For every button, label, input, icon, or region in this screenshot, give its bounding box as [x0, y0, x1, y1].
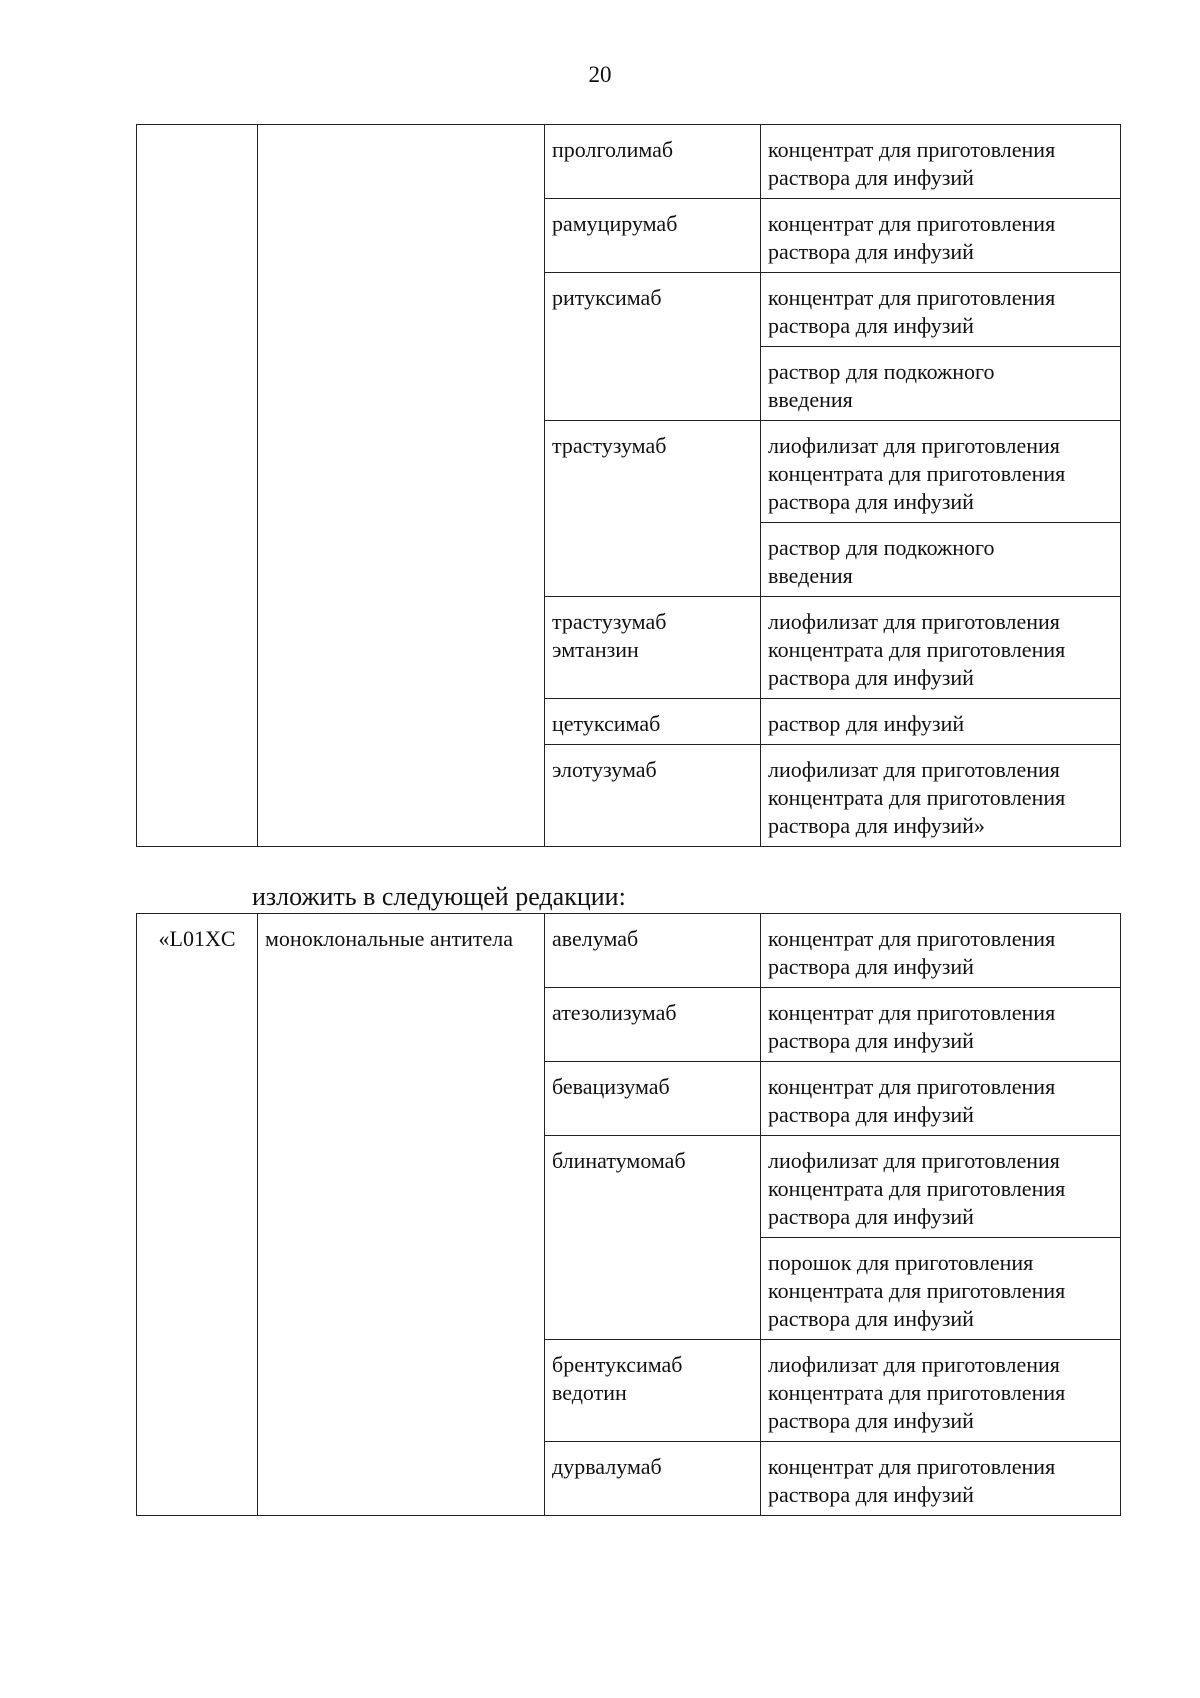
- drug-name-line: бевацизумаб: [552, 1074, 670, 1099]
- drug-name-cell: [545, 199, 761, 273]
- drug-name-cell: [545, 125, 761, 199]
- dosage-form-cell: [761, 1062, 1121, 1136]
- drug-name-cell: [545, 1442, 761, 1516]
- drug-name-cell: [545, 1136, 761, 1340]
- dosage-form-line: концентрат для приготовления: [768, 137, 1056, 162]
- dosage-form-cell: [761, 347, 1121, 421]
- dosage-form-cell: [761, 914, 1121, 988]
- amendment-intro-text: изложить в следующей редакции:: [252, 882, 626, 911]
- drug-name-line: дурвалумаб: [552, 1454, 662, 1479]
- drug-name-cell: [545, 273, 761, 421]
- atc-code-cell: «L01XC: [137, 914, 258, 1516]
- dosage-form-line: раствор для инфузий: [768, 711, 965, 736]
- drug-name-line: атезолизумаб: [552, 1000, 677, 1025]
- dosage-form-line: раствор для подкожного: [768, 535, 995, 560]
- dosage-form-cell: [761, 1136, 1121, 1238]
- drug-name-cell: [545, 1340, 761, 1442]
- dosage-form-line: концентрат для приготовления: [768, 285, 1056, 310]
- dosage-form-line: раствора для инфузий: [768, 665, 974, 690]
- drug-name-cell: [545, 988, 761, 1062]
- drug-name-line: элотузумаб: [552, 757, 657, 782]
- dosage-form-line: раствора для инфузий»: [768, 813, 985, 838]
- group-name-cell: моноклональные антитела: [258, 914, 545, 1516]
- atc-code-cell: [137, 125, 258, 847]
- dosage-form-cell: [761, 199, 1121, 273]
- drug-name-line: авелумаб: [552, 926, 639, 951]
- dosage-form-line: порошок для приготовления: [768, 1250, 1034, 1275]
- dosage-form-line: раствор для подкожного: [768, 359, 995, 384]
- drug-name-line: ритуксимаб: [552, 285, 662, 310]
- dosage-form-cell: [761, 1340, 1121, 1442]
- page-number: 20: [588, 62, 612, 87]
- dosage-form-line: раствора для инфузий: [768, 1408, 974, 1433]
- drug-table-new: [136, 913, 1121, 1516]
- drug-name-line: трастузумаб: [552, 609, 667, 634]
- drug-name-line: цетуксимаб: [552, 711, 661, 736]
- table-row: [137, 914, 1121, 988]
- drug-name-cell: [545, 699, 761, 745]
- dosage-form-line: концентрата для приготовления: [768, 785, 1066, 810]
- dosage-form-line: раствора для инфузий: [768, 165, 974, 190]
- dosage-form-cell: [761, 597, 1121, 699]
- drug-name-line: рамуцирумаб: [552, 211, 678, 236]
- dosage-form-cell: [761, 125, 1121, 199]
- dosage-form-line: раствора для инфузий: [768, 1482, 974, 1507]
- dosage-form-line: концентрата для приготовления: [768, 637, 1066, 662]
- dosage-form-line: раствора для инфузий: [768, 313, 974, 338]
- dosage-form-line: раствора для инфузий: [768, 1306, 974, 1331]
- dosage-form-line: концентрат для приготовления: [768, 926, 1056, 951]
- dosage-form-cell: [761, 273, 1121, 347]
- drug-name-cell: [545, 745, 761, 847]
- dosage-form-cell: [761, 1442, 1121, 1516]
- dosage-form-line: концентрата для приготовления: [768, 461, 1066, 486]
- drug-name-line: эмтанзин: [552, 637, 639, 662]
- dosage-form-line: введения: [768, 563, 853, 588]
- dosage-form-line: введения: [768, 387, 853, 412]
- table-row: [137, 125, 1121, 199]
- dosage-form-cell: [761, 988, 1121, 1062]
- dosage-form-line: концентрат для приготовления: [768, 1454, 1056, 1479]
- dosage-form-cell: [761, 699, 1121, 745]
- dosage-form-line: раствора для инфузий: [768, 1204, 974, 1229]
- dosage-form-line: концентрат для приготовления: [768, 1074, 1056, 1099]
- dosage-form-cell: [761, 523, 1121, 597]
- dosage-form-line: раствора для инфузий: [768, 239, 974, 264]
- dosage-form-line: раствора для инфузий: [768, 1102, 974, 1127]
- drug-name-line: трастузумаб: [552, 433, 667, 458]
- dosage-form-cell: [761, 745, 1121, 847]
- drug-name-line: ведотин: [552, 1380, 627, 1405]
- drug-name-cell: [545, 421, 761, 597]
- dosage-form-line: раствора для инфузий: [768, 954, 974, 979]
- dosage-form-line: лиофилизат для приготовления: [768, 1352, 1060, 1377]
- drug-name-line: блинатумомаб: [552, 1148, 686, 1173]
- dosage-form-line: концентрата для приготовления: [768, 1278, 1066, 1303]
- dosage-form-line: раствора для инфузий: [768, 1028, 974, 1053]
- dosage-form-line: концентрата для приготовления: [768, 1380, 1066, 1405]
- dosage-form-line: концентрат для приготовления: [768, 211, 1056, 236]
- dosage-form-cell: [761, 1238, 1121, 1340]
- dosage-form-line: лиофилизат для приготовления: [768, 433, 1060, 458]
- dosage-form-line: лиофилизат для приготовления: [768, 1148, 1060, 1173]
- drug-name-cell: [545, 597, 761, 699]
- drug-name-cell: [545, 914, 761, 988]
- dosage-form-cell: [761, 421, 1121, 523]
- group-name-cell: [258, 125, 545, 847]
- dosage-form-line: лиофилизат для приготовления: [768, 609, 1060, 634]
- dosage-form-line: концентрат для приготовления: [768, 1000, 1056, 1025]
- drug-table-previous: [136, 124, 1121, 847]
- drug-name-line: брентуксимаб: [552, 1352, 683, 1377]
- dosage-form-line: лиофилизат для приготовления: [768, 757, 1060, 782]
- dosage-form-line: раствора для инфузий: [768, 489, 974, 514]
- drug-name-line: пролголимаб: [552, 137, 674, 162]
- dosage-form-line: концентрата для приготовления: [768, 1176, 1066, 1201]
- drug-name-cell: [545, 1062, 761, 1136]
